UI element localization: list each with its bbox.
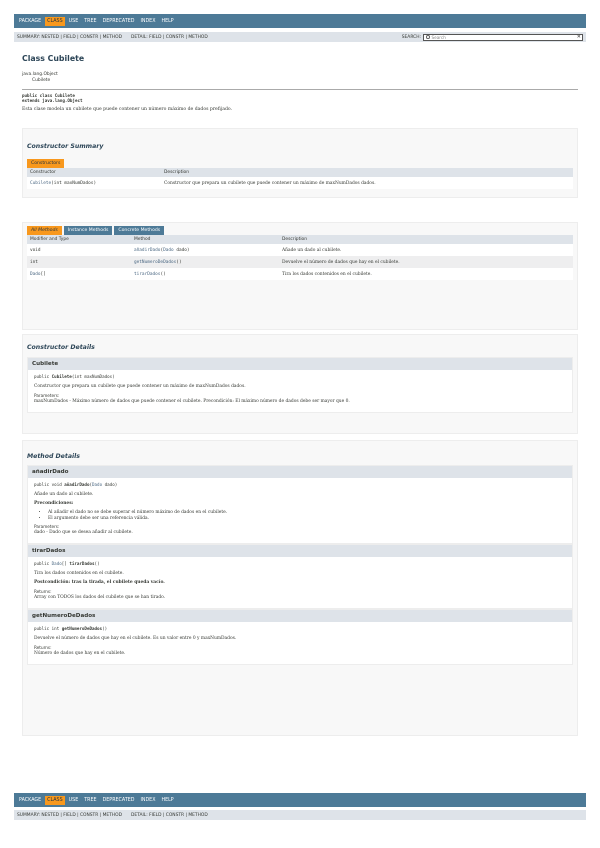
- nav-deprecated[interactable]: DEPRECATED: [102, 797, 135, 803]
- nav-package[interactable]: PACKAGE: [19, 797, 42, 803]
- constructor-summary-title: Constructor Summary: [27, 143, 104, 150]
- nav-tree[interactable]: TREE: [84, 18, 97, 24]
- detail-links[interactable]: DETAIL: FIELD | CONSTR | METHOD: [130, 812, 208, 818]
- method-link-tirar[interactable]: tirarDados(): [131, 268, 279, 280]
- summary-links[interactable]: SUMMARY: NESTED | FIELD | CONSTR | METHOD: [17, 34, 122, 40]
- constructor-detail-name: Cubilete: [28, 358, 572, 370]
- inheritance-tree: [22, 72, 578, 84]
- nav-use[interactable]: USE: [68, 18, 79, 24]
- page-title: Class Cubilete: [22, 54, 85, 63]
- nav-class[interactable]: CLASS: [47, 797, 63, 803]
- nav-use[interactable]: USE: [68, 797, 79, 803]
- method-detail-getnum: getNumeroDeDados public int getNumeroDeDados() Devuelve el número de dados que hay en el cubilete. Es un valor entre 0 y maxNumDados. Returns: Número de dados que hay en el cubilete.: [27, 609, 573, 665]
- method-detail-tirar: tirarDados public Dado[] tirarDados() Tira los dados contenidos en el cubilete. Postcondición: tras la tirada, el cubilete queda vacío. Returns: Array con TODOS los dados del cubilete que se han tirado.: [27, 544, 573, 609]
- clear-icon[interactable]: ✕: [576, 34, 581, 40]
- detail-links[interactable]: DETAIL: FIELD | CONSTR | METHOD: [130, 34, 208, 40]
- nav-help[interactable]: HELP: [161, 797, 174, 803]
- table-row: int getNumeroDeDados() Devuelve el número de dados que hay en el cubilete.: [27, 256, 573, 268]
- tab-concrete-methods[interactable]: Concrete Methods: [114, 226, 164, 235]
- class-description: Esta clase modela un cubilete que puede contener un número máximo de dados prefijado.: [22, 107, 233, 113]
- constructor-summary: [22, 128, 578, 198]
- col-modifier: Modifier and Type: [27, 235, 131, 244]
- nav-package[interactable]: PACKAGE: [19, 18, 42, 24]
- table-row: [27, 177, 573, 189]
- constructor-link[interactable]: Cubilete(int maxNumDados): [27, 177, 161, 189]
- method-table: [27, 235, 573, 280]
- search-input[interactable]: [423, 34, 583, 41]
- top-navbar: [14, 14, 586, 28]
- method-link-anadir[interactable]: añadirDado(Dado dado): [131, 244, 279, 256]
- search-icon: [426, 35, 430, 39]
- nav-deprecated[interactable]: DEPRECATED: [102, 18, 135, 24]
- nav-index[interactable]: INDEX: [140, 18, 156, 24]
- class-signature: public class Cubilete extends java.lang.Object: [22, 89, 578, 103]
- bottom-sub-navbar: [14, 810, 586, 820]
- method-detail-anadir: añadirDado public void añadirDado(Dado dado) Añade un dado al cubilete. Precondiciones: • Al añadir el dado no se debe superar el número máximo de dados en el cubilete. • El argumento debe ser una referencia válida. Parameters: dado - Dado que se desea añadir al cubilete.: [27, 465, 573, 544]
- constructor-desc: Constructor que prepara un cubilete que puede contener un máximo de maxNumDados dados.: [161, 177, 573, 189]
- preconditions-list: • Al añadir el dado no se debe superar el número máximo de dados en el cubilete. • El argumento debe ser una referencia válida.: [48, 510, 566, 522]
- method-details: [22, 440, 578, 736]
- method-link-getnum[interactable]: getNumeroDeDados(): [131, 256, 279, 268]
- constructor-details-title: Constructor Details: [27, 344, 95, 351]
- tab-instance-methods[interactable]: Instance Methods: [64, 226, 113, 235]
- constructor-detail-signature: public Cubilete(int maxNumDados): [34, 374, 115, 379]
- constructor-details: [22, 334, 578, 434]
- class-header: [22, 54, 578, 112]
- method-tabs: [27, 226, 573, 235]
- param-description: maxNumDados - Máximo número de dados que puede contener el cubilete. Precondición: El máximo número de dados debe ser mayor que 0.: [34, 399, 350, 404]
- nav-class[interactable]: CLASS: [47, 18, 63, 24]
- col-description: Description: [279, 235, 573, 244]
- col-method: Method: [131, 235, 279, 244]
- constructor-detail-desc: Constructor que prepara un cubilete que puede contener un máximo de maxNumDados dados.: [34, 384, 246, 389]
- col-constructor: Constructor: [27, 168, 161, 177]
- table-row: Dado[] tirarDados() Tira los dados contenidos en el cubilete.: [27, 268, 573, 280]
- nav-help[interactable]: HELP: [161, 18, 174, 24]
- nav-index[interactable]: INDEX: [140, 797, 156, 803]
- search-area: [402, 34, 583, 41]
- tab-all-methods[interactable]: All Methods: [27, 226, 62, 235]
- params-label: Parameters:: [34, 393, 60, 398]
- bottom-navbar: [14, 793, 586, 807]
- col-description: Description: [161, 168, 573, 177]
- nav-tree[interactable]: TREE: [84, 797, 97, 803]
- inheritance-parent: java.lang.Object: [22, 72, 58, 77]
- search-label: SEARCH:: [401, 34, 421, 40]
- constructor-table: [27, 168, 573, 189]
- sub-navbar: [14, 32, 586, 42]
- search-placeholder: Search: [431, 34, 446, 40]
- method-details-title: Method Details: [27, 453, 80, 460]
- method-summary: [22, 222, 578, 330]
- table-row: void añadirDado(Dado dado) Añade un dado al cubilete.: [27, 244, 573, 256]
- summary-links[interactable]: SUMMARY: NESTED | FIELD | CONSTR | METHOD: [17, 812, 122, 818]
- inheritance-child: Cubilete: [32, 78, 51, 83]
- constructors-caption: Constructors: [27, 159, 64, 168]
- constructor-detail-item: [27, 357, 573, 413]
- type-link-dado[interactable]: Dado[]: [27, 268, 131, 280]
